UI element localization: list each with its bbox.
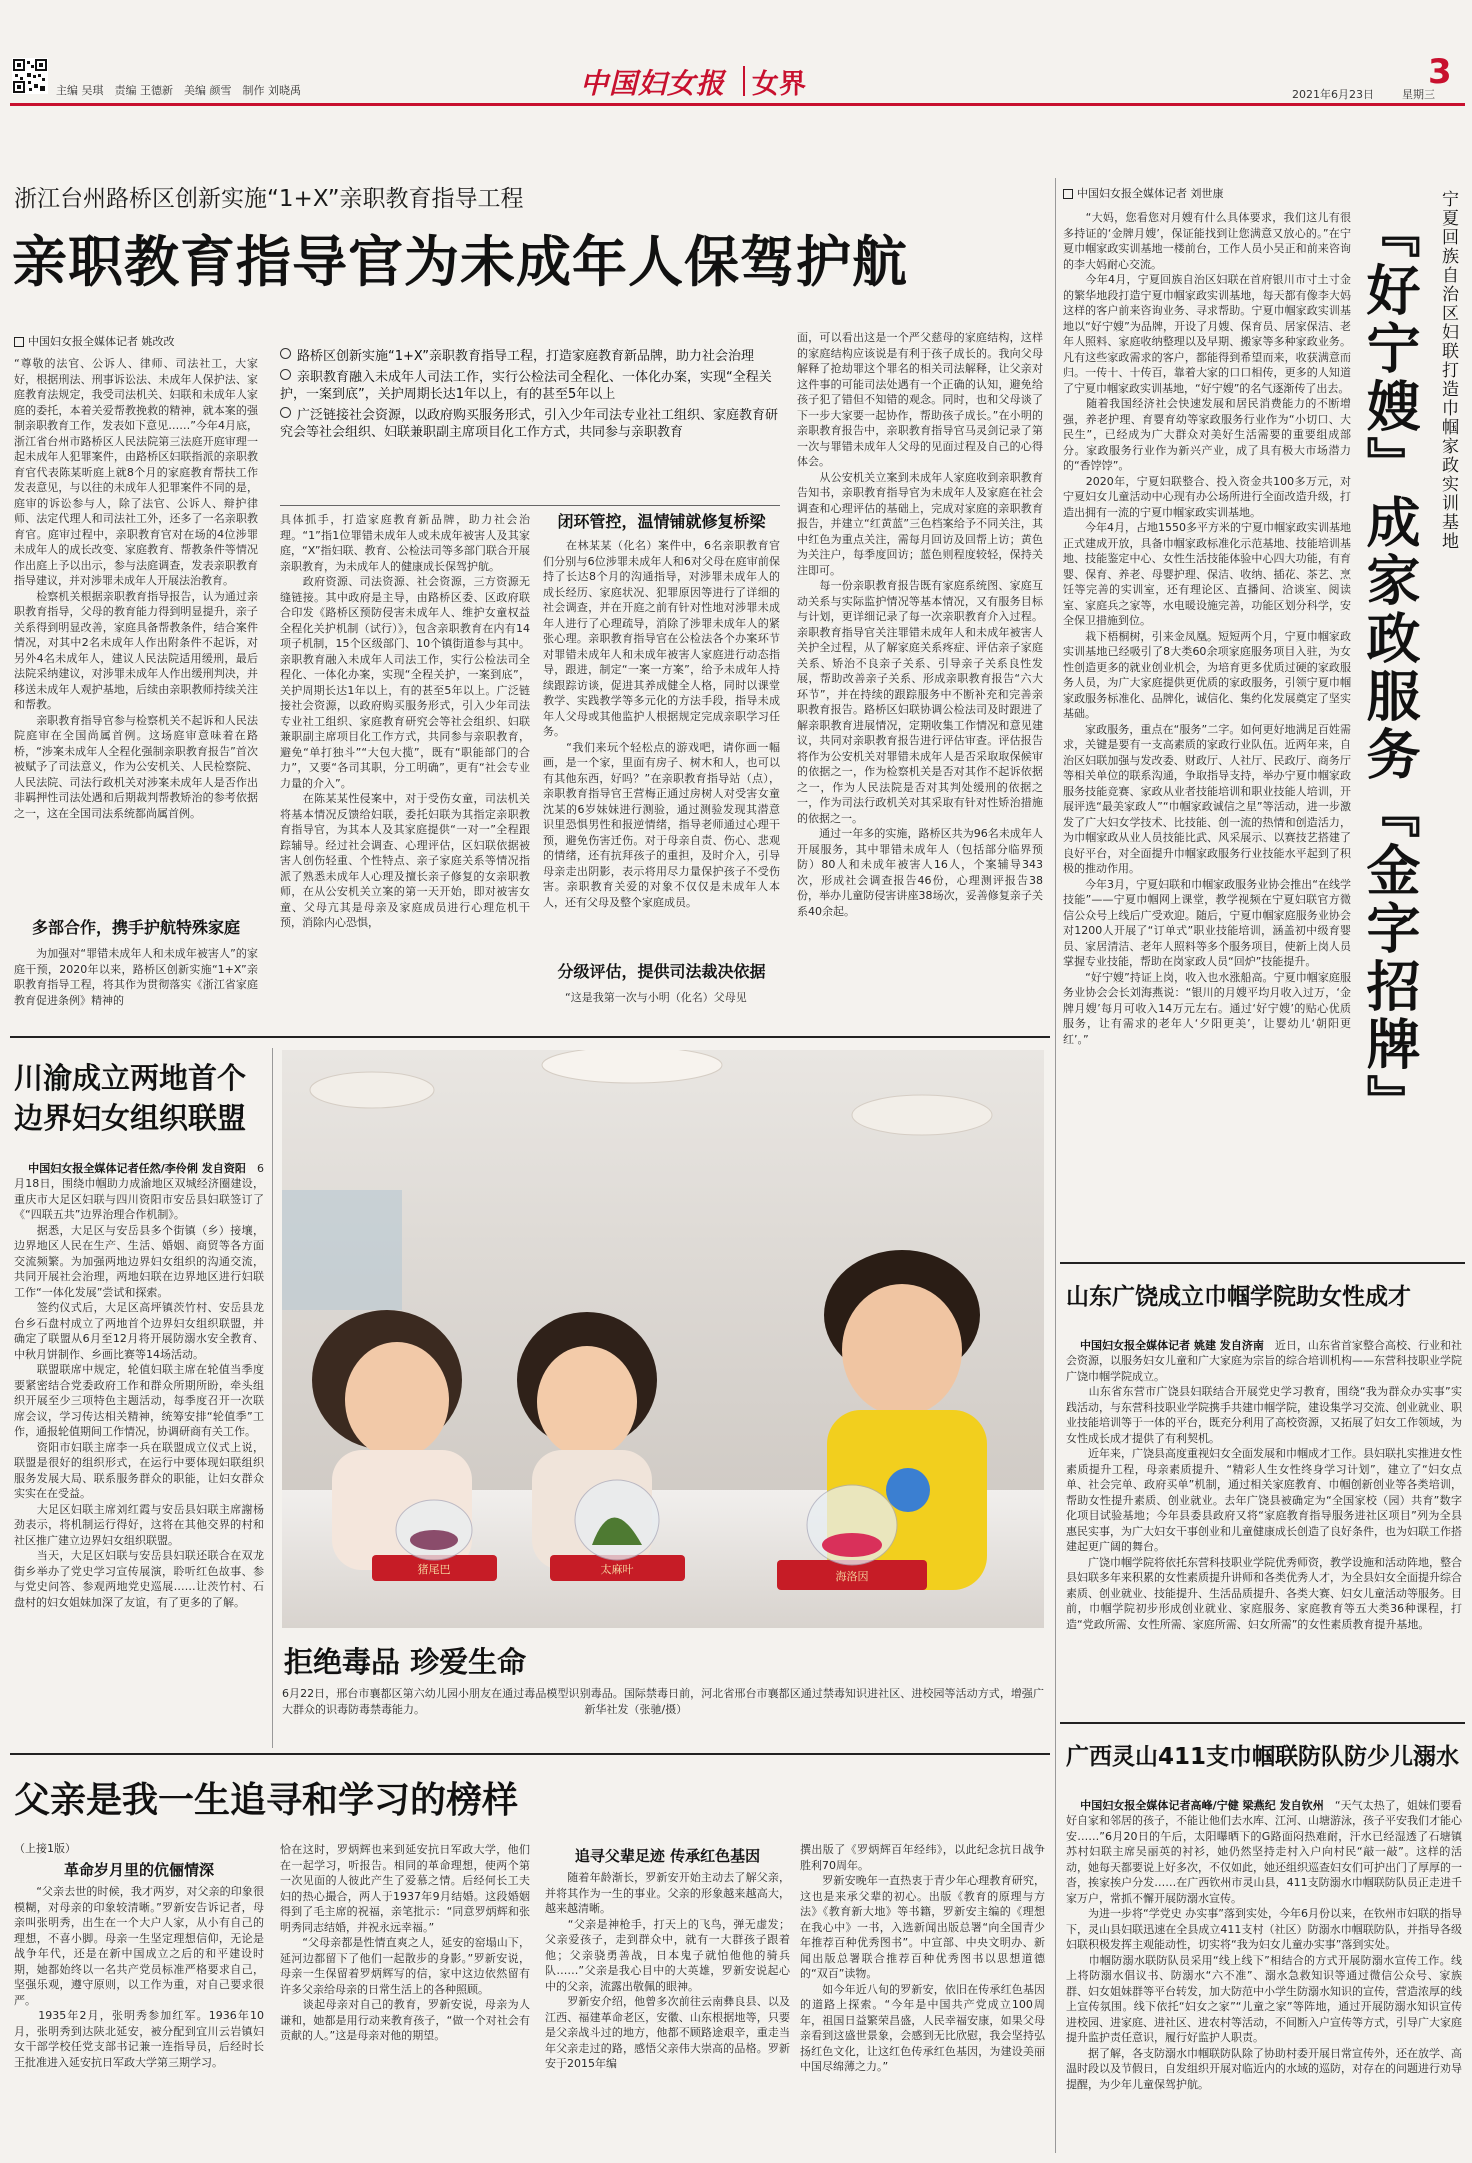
guangxi-byline: 中国妇女报全媒体记者高峰/宁健 梁燕纪 发自钦州 <box>1080 1798 1324 1812</box>
lead-bottom-rule <box>10 1036 1050 1038</box>
ningxia-body: “大妈，您看您对月嫂有什么具体要求，我们这儿有很多持证的‘金牌月嫂’，保证能找到让您满意又放心的。”在宁夏巾帼家政实训基地一楼前台，工作人员小吴正和前来咨询的李大妈耐心交流。 今年4月，宁夏回族自治区妇联在首府银川市寸土寸金的繁华地段打造宁夏巾帼家政实训基地，每天都有像李大妈这样的客户前来咨询业务、寻求帮助。宁夏巾帼家政实训基地以“好宁嫂”为品牌，开设了月嫂、保育员、居家保洁、老年人照料、家庭收纳整理以及早期、搬家等多种家政业务。凡有这些家政需求的客户，都能得到希望而来，收获满意而归。一传十、十传百，靠着大家的口口相传，更多的人知道了宁夏巾帼家政实训基地，“好宁嫂”的名气逐渐传了出去。 随着我国经济社会快速发展和居民消费能力的不断增强，养老护理、育婴育幼等家政服务行业作为“小切口、大民生”，已经成为广大群众对美好生活需要的重要组成部分。家政服务行业作为新兴产业，成了具有极大市场潜力的“香饽饽”。 2020年，宁夏妇联整合、投入资金共100多万元，对宁夏妇女儿童活动中心现有办公场所进行全面改造升级，打造出拥有一流的宁夏巾帼家政实训基地。 今年4月，占地1550多平方米的宁夏巾帼家政实训基地正式建成开放，具备巾帼家政标准化示范基地、技能培训基地、技能鉴定中心、女性生活技能体验中心四大功能，有育婴、保育、养老、母婴护理、保洁、收纳、插花、茶艺、烹饪等完善的实训室，还有理论区、直播间、洽谈室、阅读室、家庭兵之家等，水电暖设施完善，功能区划分科学，安全保卫措施到位。 栽下梧桐树，引来金凤凰。短短两个月，宁夏巾帼家政实训基地已经吸引了8大类60余项家庭服务项目入驻，为女性创造更多的就业创业机会，为培育更多优质过硬的家政服务人员，为广大家庭提供更优质的家政服务，引领宁夏巾帼家政服务标准化、品牌化，诚信化、集约化发展奠定了坚实基础。 家政服务，重点在“服务”二字。如何更好地满足百姓需求，关键是要有一支高素质的家政行业队伍。近两年来，自治区妇联加强与发改委、财政厅、人社厅、民政厅、商务厅等相关单位的联系沟通，争取指导支持，举办宁夏巾帼家政服务技能竞赛、家政从业者技能培训和职业技能人培训，开展评选“最美家政人”“巾帼家政诚信之星”等活动，进一步激发了广大妇女学技术、比技能、创一流的热情和创造活力，为巾帼家政从业人员技能比武、风采展示、以赛技艺搭建了良好平台，对全面提升巾帼家政服务行业技能水平起到了积极的推动作用。 今年3月，宁夏妇联和巾帼家政服务业协会推出“在线学技能”——宁夏巾帼网上课堂，教学视频在宁夏妇联官方微信公众号上线后广受欢迎。随后，宁夏巾帼家庭服务业协会对1200人开展了“订单式”职业技能培训，涵盖初中级育婴员、家居清洁、老年人照料等多个服务项目，使新上岗人员掌握专业技能，帮助在岗家政人员“回炉”技能提升。 “好宁嫂”持证上岗，收入也水涨船高。宁夏巾帼家庭服务业协会会长刘海燕说：“银川的月嫂平均月收入过万，‘金牌月嫂’每月可收入14万元左右。通过‘好宁嫂’的贴心优质服务，让有需求的老年人‘夕阳更美’，让婴幼儿‘朝阳更红’。” <box>1063 211 1351 1046</box>
plate-label: 猪尾巴 <box>417 1563 451 1576</box>
circle-bullet-icon <box>280 369 291 380</box>
chuanyu-headline: 川渝成立两地首个边界妇女组织联盟 <box>14 1061 247 1135</box>
chuanyu-body <box>14 1145 264 1743</box>
shandong-body <box>1066 1322 1462 1772</box>
circle-bullet-icon <box>280 348 291 359</box>
lead-col1b: 为加强对“罪错未成年人和未成年被害人”的家庭干预，2020年以来，路桥区创新实施“1+X”亲职教育指导工程，将其作为贯彻落实《浙江省家庭教育促进条例》精神的 <box>14 947 258 1007</box>
father-col3: 随着年龄渐长，罗新安开始主动去了解父亲，并将其作为一生的事业。父亲的形象越来越高大，越来越清晰。 “父亲是神枪手，打天上的飞鸟，弹无虚发；父亲爱孩子，走到群众中，就有一大群孩子跟着他；父亲骁勇善战，日本鬼子就怕他他的骑兵队……”父亲是我心目中的大英雄，罗新安说起心中的父亲，流露出敬佩的眼神。 罗新安介绍，他曾多次前往云南彝良县、以及江西、福建革命老区，安徽、山东根据地等，只要是父亲战斗过的地方，他都不顾路途艰辛，重走当年父亲走过的路，感悟父亲伟大崇高的品格。罗新安于2015年编 <box>545 1871 790 2070</box>
lead-subhead-1: 多部合作，携手护航特殊家庭 <box>31 918 240 937</box>
square-bullet-icon <box>1063 189 1073 199</box>
lead-col3: 在林某某（化名）案件中，6名亲职教育官们分别与6位涉罪未成年人和6对父母在庭审前保持了长达8个月的沟通指导，对涉罪未成年人的成长经历、家庭状况、犯罪原因等进行了详细的社会调查，并在开庭之前有针对性地对涉罪未成年人进行了心理疏导，消除了涉罪未成年人的紧张心理。亲职教育指导官在公检法各个办案环节对罪错未成年人和未成年被害人家庭进行动态指导，跟进，制定“一案一方案”，给予未成年人持续跟踪访谈，促进其养成健全人格，同时以课堂教学、实践教学等多元化的方法手段，指导未成年人父母或其他监护人根据规定完成亲职学习任务。 “我们来玩个轻松点的游戏吧，请你画一幅画，是一个家，里面有房子、树木和人，也可以有其他东西，好吗？”在亲职教育指导站（点），亲职教育指导官王营梅正通过房树人对受害女童沈某的6岁妹妹进行测验，通过测验发现其潜意识里恐惧男性和报逆情绪，指导老师通过心理干预，避免伤害迁伤。对于母亲自责、伤心、悲观的情绪，还有抗拜孩子的重担，及时介入，引导母亲走出阴影，表示将用尽力量保护孩子不受伤害。亲职教育关爱的对象不仅仅是未成年人本人，还有父母及整个家庭成员。 <box>543 539 780 909</box>
lead-subhead-3: 分级评估，提供司法裁决依据 <box>557 962 766 981</box>
lead-col1: “尊敬的法官、公诉人、律师、司法社工，大家好，根据刑法、刑事诉讼法、未成年人保护法、家庭教育法规定，我受司法机关、妇联和未成年人家庭的委托，本着关爱帮教挽救的精神，就本案的强制亲职教育工作，发表如下意见……”今年4月底，浙江省台州市路桥区人民法院第三法庭开庭审理一起未成年人犯罪案件，由路桥区妇联指派的亲职教育官代表陈某昕庭上就8个月的家庭教育帮扶工作发表意见，与以往的未成年人犯罪案件不同的是，庭审的诉讼参与人，除了法官、公诉人、辩护律师、法定代理人和司法社工外，还多了一名亲职教育官。庭审过程中，亲职教育官对在场的4位涉罪未成年人的成长改变、家庭教育、帮教条件等情况作出庭上予以出示，参与法庭调查，发表亲职教育指导建议，并对涉罪未成年人开展法治教育。 检察机关根据亲职教育指导报告，认为通过亲职教育指导，父母的教育能力得到明显提升，亲子关系得到明显改善，家庭具备帮教条件，结合案件情况，对其中2名未成年人作出附条件不起诉，对另外4名未成年人，建议人民法院适用缓刑，最后法院采纳建议，对涉罪未成年人作出缓刑判决，并移送未成年人观护基地，后续由亲职教师持续关注和帮教。 亲职教育指导官参与检察机关不起诉和人民法院庭审在全国尚属首例。这场庭审意味着在路桥，“涉案未成年人全程化强制亲职教育报告”首次被赋予了司法意义，作为公安机关、人民检察院、人民法院、司法行政机关对涉案未成年人是否作出非羁押性司法处遇和后期裁判帮教矫治的参考依据之一，这在全国司法系统都尚属首例。 <box>14 357 258 820</box>
shandong-text: 近日，山东省首家整合高校、行业和社会资源，以服务妇女儿童和广大家庭为宗旨的综合培训机构——东营科技职业学院广饶巾帼学院成立。 山东省东营市广饶县妇联结合开展党史学习教育，围绕“我为群众办实事”实践活动，与东营科技职业学院携手共建巾帼学院，建设集学习交流、创业就业、职业技能培训等于一体的平台，既充分利用了高校资源，又拓展了妇女工作领域，为女性成长成才提供了有利契机。 近年来，广饶县高度重视妇女全面发展和巾帼成才工作。县妇联扎实推进女性素质提升工程，母亲素质提升、“精彩人生女性终身学习计划”，建立了“妇女点单、社会完单、政府买单”机制，通过相关家庭教育、巾帼创新创业等各类培训，帮助女性提升素质、创业就业。去年广饶县被确定为“全国家校（园）共育”数字化项目试验基地；今年县委县政府又将“家庭教育指导服务进社区项目”列为全县惠民实事，为广大妇女干事创业和儿童健康成长创造了良好条件，也为妇联工作搭建起更广阔的舞台。 广饶巾帼学院将依托东营科技职业学院优秀师资，教学设施和活动阵地，整合县妇联多年来积累的女性素质提升讲师和各类优秀人才，为全县妇女全面提升综合素质、创业就业、技能提升、生活品质提升、各类大赛、妇女儿童活动等服务。目前，巾帼学院初步形成创业就业、家庭服务、家庭教育等五大类36种课程，打造“党政所需、女性所需、家庭所需、妇女所需”的女性素质教育提升基地。 <box>1066 1338 1462 1631</box>
drug-model-photo <box>282 1050 1044 1628</box>
father-top-rule <box>10 1753 1050 1755</box>
editors-line: 主编 吴琪 责编 王德新 美编 颜雪 制作 刘晓禹 <box>56 84 301 97</box>
photo-headline: 拒绝毒品 珍爱生命 <box>284 1645 527 1679</box>
father-subhead-2: 追寻父辈足迹 传承红色基因 <box>574 1847 761 1865</box>
plate-label: 海洛因 <box>835 1570 869 1583</box>
issue-date: 2021年6月23日 <box>1292 88 1374 101</box>
lead-col2: 具体抓手，打造家庭教育新品牌，助力社会治理。“1”指1位罪错未成年人或未成年被害人及其家庭，“X”指妇联、教育、公检法司等多部门联合开展亲职教育，为未成年人的健康成长保驾护航。 政府资源、司法资源、社会资源，三方资源无缝链接。其中政府是主导，由路桥区委、区政府联合印发《路桥区预防侵害未成年人、维护女童权益全程化关护机制（试行）》，包含亲职教育在内有14项子机制，15个区级部门、10个镇街道参与其中。亲职教育融入未成年人司法工作，实行公检法司全程化、一体化办案，实现“全程关护，一案到底”，关护周期长达1年以上，有的甚至5年以上。广泛链接社会资源，以政府购买服务形式，引入少年司法专业社工组织、家庭教育研究会等社会组织、妇联兼职副主席项目化工作方式，共同参与亲职教育，避免“单打独斗”“大包大揽”，既有“职能部门的合力”，又要“各司其职，分工明确”，更有“社会专业力量的介入”。 在陈某某性侵案中，对于受伤女童，司法机关将基本情况反馈给妇联，委托妇联为其指定亲职教育指导官，为其本人及其家庭提供“一对一”全程跟踪辅导。经过社会调查、心理评估，区妇联依据被害人创伤轻重、个性特点、亲子家庭关系等情况指派了熟悉未成年人心理及擅长亲子修复的女亲职教师，在从公安机关立案的第一天开始，即对被害女童、父母亢其是母亲及家庭成员进行心理危机干预，消除内心恐惧， <box>280 513 530 929</box>
photo-illustration <box>282 1050 1044 1628</box>
guangxi-body <box>1066 1782 1462 2157</box>
shandong-byline: 中国妇女报全媒体记者 姚建 发自济南 <box>1080 1338 1264 1352</box>
father-col1: “父亲去世的时候，我才两岁，对父亲的印象很模糊，对母亲的印象较清晰。”罗新安告诉记者，母亲叫张明秀，出生在一个大户人家，从小有自己的理想，不喜小脚。母亲一生坚定理想信仰，无论是战争年代，还是在新中国成立之后的和平建设时期，她都始终以一名共产党员标准严格要求自己，坚强乐观，遵守原则，以工作为重，对自己要求很严。 1935年2月，张明秀参加红军。1936年10月，张明秀到达陕北延安，被分配到宜川云岩镇妇女干部学校任党支部书记兼一连指导员，后经时长王批准进入延安抗日军政大学第三期学习。 <box>14 1885 264 2069</box>
father-continued: （上接1版） <box>14 1842 76 1855</box>
ningxia-headline: 『好宁嫂』成家政服务『金字招牌』 <box>1358 204 1421 1132</box>
highlight-item: 路桥区创新实施“1+X”亲职教育指导工程，打造家庭教育新品牌，助力社会治理 <box>280 348 780 365</box>
lead-col4: 面，可以看出这是一个严父慈母的家庭结构，这样的家庭结构应该说是有利于孩子成长的。我向父母解释了抢劫罪这个罪名的相关司法解释，让父亲对这件事的可能司法处遇有一个正确的认知，避免给孩子犯了错但不知错的观念。同时，也和父母谈了下一步大家要一起协作，帮助孩子成长。”在小明的亲职教育报告中，亲职教育指导官马灵剑记录了第一次与罪错未成年人父母的见面过程及自己的心得体会。 从公安机关立案到未成年人家庭收到亲职教育告知书，亲职教育指导官为未成年人及家庭在社会调查和心理评估的基础上，完成对家庭的亲职教育报告，并建立“红黄蓝”三色档案给予不同关注，其中红色为重点关注，需每月回访及回帮上访；黄色为关注户，每季度回访；蓝色则程度较轻，保持关注即可。 每一份亲职教育报告既有家庭系统图、家庭互动关系与实际监护情况等基本情况，又有服务目标与计划，更详细记录了每一次亲职教育介入过程。亲职教育指导官关注罪错未成年人和未成年被害人关护全过程，从了解家庭关系疼症、评估亲子家庭关系、矫治不良亲子关系、引导亲子关系良性发展，帮助改善亲子关系、形成亲职教育报告“六大环节”，并在持续的跟踪服务中不断补充和完善亲职教育报告。路桥区妇联协调公检法司及时跟进了解亲职教育进展情况，定期收集工作情况和意见建议，共同对亲职教育报告进行评估审查。评估报告将作为公安机关对罪错未成年人是否采取取保候审的依据之一，作为检察机关是否对其作不起诉依据之一，作为人民法院是否对其判处缓刑的依据之一，作为司法行政机关对其采取有针对性矫治措施的依据之一。 通过一年多的实施，路桥区共为96名未成年人开展服务，其中罪错未成年人（包括部分临界预防）80人和未成年被害人16人，个案辅导343次，形成社会调查报告46份，心理测评报告38份，举办儿童防侵害讲座38场次，妥善修复亲子关系40余起。 <box>797 331 1043 918</box>
father-col2: 恰在这时，罗炳辉也来到延安抗日军政大学，他们在一起学习，听报告。相同的革命理想，使两个第一次见面的人彼此产生了爱慕之情。后经何长工夫妇的热心撮合，两人于1937年9月结婚。这段婚姻得到了毛主席的祝福，亲笔批示：“同意罗炳辉和张明秀同志结婚，并祝永远幸福。” “父母亲都是性情直爽之人，延安的窑塌山下，延河边都留下了他们一起散步的身影。”罗新安说，母亲一生保留着罗炳辉写的信，家中这边依然留有许多父亲给母亲的日常生活上的各种照顾。 谈起母亲对自己的教育，罗新安说，母亲为人谦和，她都是用行动来教育孩子，“做一个对社会有贡献的人。”这是母亲对他的期望。 <box>280 1843 530 2042</box>
logo-divider <box>743 66 745 96</box>
issue-weekday: 星期三 <box>1402 88 1435 101</box>
plate-label: 太麻叶 <box>600 1563 634 1576</box>
ningxia-subtitle: 宁夏回族自治区妇联打造巾帼家政实训基地 <box>1438 190 1458 551</box>
shandong-headline: 山东广饶成立巾帼学院助女性成才 <box>1066 1284 1411 1310</box>
father-subhead-1: 革命岁月里的伉俪情深 <box>63 1861 214 1879</box>
highlights-rule <box>280 505 780 506</box>
highlight-item: 亲职教育融入未成年人司法工作，实行公检法司全程化、一体化办案，实现“全程关护，一案到底”，关护周期长达1年以上，有的甚至5年以上 <box>280 370 772 402</box>
ningxia-byline: 中国妇女报全媒体记者 刘世康 <box>1063 186 1224 201</box>
square-bullet-icon <box>14 337 24 347</box>
section-name: 女界 <box>752 69 806 100</box>
chuanyu-text: 6月18日，围绕巾帼助力成渝地区双城经济圈建设，重庆市大足区妇联与四川资阳市安岳县妇联签订了《“四联五共”边界治理合作机制》。 据悉，大足区与安岳县多个街镇（乡）接壤，边界地区人民在生产、生活、婚姻、商贸等各方面交流频繁。为加强两地边界妇女组织的沟通交流，共同开展社会治理，两地妇联在边界地区进行妇联工作“一体化发展”尝试和探索。 签约仪式后，大足区高坪镇茨竹村、安岳县龙台乡石盘村成立了两地首个边界妇女组织联盟，并确定了联盟从6月至12月将开展防溺水安全教育、中秋月饼制作、乡画比赛等14场活动。 联盟联席中规定，轮值妇联主席在轮值当季度要紧密结合党委政府工作和群众所期所盼，牵头组织开展至少三项特色主题活动，每季度召开一次联席会议，学习传达相关精神，统筹安排“轮值季”工作，通报轮值期间工作情况，协调研商有关工作。 资阳市妇联主席李一兵在联盟成立仪式上说，联盟是很好的组织形式，在运行中要体现妇联组织服务发展大局、联系服务群众的职能，让妇女群众实实在在受益。 大足区妇联主席刘红霞与安岳县妇联主席謝杨劲表示，将机制运行得好，这将在其他交界的村和社区推广建立边界妇女组织联盟。 当天，大足区妇联与安岳县妇联还联合在双龙街乡举办了党史学习宣传展演，聆听红色故事、参与党史问答、参观两地党史巡展……让茨竹村、石盘村的妇女姐妹加深了友谊，有了更多的了解。 <box>14 1161 264 1609</box>
shandong-bottom-rule <box>1060 1722 1465 1724</box>
father-col4: 撰出版了《罗炳辉百年经纬》，以此纪念抗日战争胜利70周年。 罗新安晚年一直热衷于青少年心理教育研究，这也是来承父辈的初心。出版《教育的原理与方法》《教育新大地》等书籍，罗新安主编的《理想在我心中》一书，入选新闻出版总署“向全国青少年推荐百种优秀图书”。中宣部、中央文明办、新闻出版总署联合推荐百种优秀图书以思想道德的“双百”读物。 如今年近八旬的罗新安，依旧在传承红色基因的道路上探索。“今年是中国共产党成立100周年，祖国日益繁荣昌盛，人民幸福安康，如果父母亲看到这盛世景象，会感到无比欣慰，我会坚持弘扬红色文化，让这红色传承红色基因，为建设美丽中国尽绵薄之力。” <box>800 1843 1045 2073</box>
header-rule <box>10 103 1465 106</box>
guangxi-headline: 广西灵山411支巾帼联防队防少儿溺水 <box>1066 1744 1460 1770</box>
qr-code-icon[interactable] <box>12 58 48 94</box>
lead-byline: 中国妇女报全媒体记者 姚改改 <box>14 334 175 349</box>
father-headline: 父亲是我一生追寻和学习的榜样 <box>14 1780 519 1821</box>
right-column-rule <box>1055 178 1056 2153</box>
newspaper-logo: 中国妇女报 <box>580 67 726 100</box>
highlight-item: 广泛链接社会资源，以政府购买服务形式，引入少年司法专业社工组织、家庭教育研究会等社会组织、妇联兼职副主席项目化工作方式，共同参与亲职教育 <box>280 408 779 440</box>
lead-kicker: 浙江台州路桥区创新实施“1+X”亲职教育指导工程 <box>14 186 524 212</box>
lead-headline: 亲职教育指导官为未成年人保驾护航 <box>12 230 909 294</box>
photo-caption: 6月22日，邢台市襄都区第六幼儿园小朋友在通过毒品模型识别毒品。国际禁毒日前，河北省邢台市襄都区通过禁毒知识进社区、进校园等活动方式，增强广大群众的识毒防毒禁毒能力。 新华社发（张驰/摄） <box>282 1687 1044 1716</box>
ningxia-bottom-rule <box>1060 1262 1465 1264</box>
lead-highlights <box>280 348 780 441</box>
guangxi-text: “天气太热了，姐妹们要看好自家和邻居的孩子，不能让他们去水库、江河、山塘游泳，孩子平安我们才能心安……”6月20日的午后，太阳曝晒下的G路面闷热难耐，汗水已经湿透了石塘镇苏村妇联主席吴丽英的衬衫，她仍然坚持走村入户向村民“敲一敲”。这样的活动，她每天都要说上好多次，不仅如此，她还组织巡查妇女们可护出门了厚厚的一沓，挨家挨户分发……在广西钦州市灵山县，411支防溺水巾帼联防队员正走进千家万户，常抓不懈开展防溺水宣传。 为进一步将“学党史 办实事”落到实处，今年6月份以来，在钦州市妇联的指导下，灵山县妇联迅速在全县成立411支村（社区）防溺水巾帼联防队，并指导各级妇联积极发挥主观能动性，切实将“我为妇女儿童办实事”落到实处。 巾帼防溺水联防队员采用“线上线下”相结合的方式开展防溺水宣传工作。线上将防溺水倡议书、防溺水“六不准”、溺水急救知识等通过微信公众号、家族群、妇女姐妹群等平台转发，加大防范中小学生防溺水知识的宣传，营造浓厚的线上宣传氛围。线下依托“妇女之家”“儿童之家”等阵地，通过开展防溺水知识宣传进校园、进家庭、进社区、进农村等活动，不间断入户宣传等方式，引导广大家庭提升监护责任意识，履行好监护人职责。 据了解，各支防溺水巾帼联防队除了协助村委开展日常宣传外，还在放学、高温时段以及节假日，自发组织开展对临近内的水域的巡防，对存在的问题进行劝导提醒，为少年儿童保驾护航。 <box>1066 1798 1462 2091</box>
circle-bullet-icon <box>280 407 291 418</box>
lead-subhead-2: 闭环管控，温情铺就修复桥梁 <box>557 512 766 531</box>
chuanyu-right-rule <box>272 1048 273 1748</box>
lead-col3b: “这是我第一次与小明（化名）父母见 <box>543 991 747 1004</box>
chuanyu-byline: 中国妇女报全媒体记者任然/李伶俐 发自资阳 <box>28 1161 246 1175</box>
page-number: 3 <box>1428 52 1452 92</box>
